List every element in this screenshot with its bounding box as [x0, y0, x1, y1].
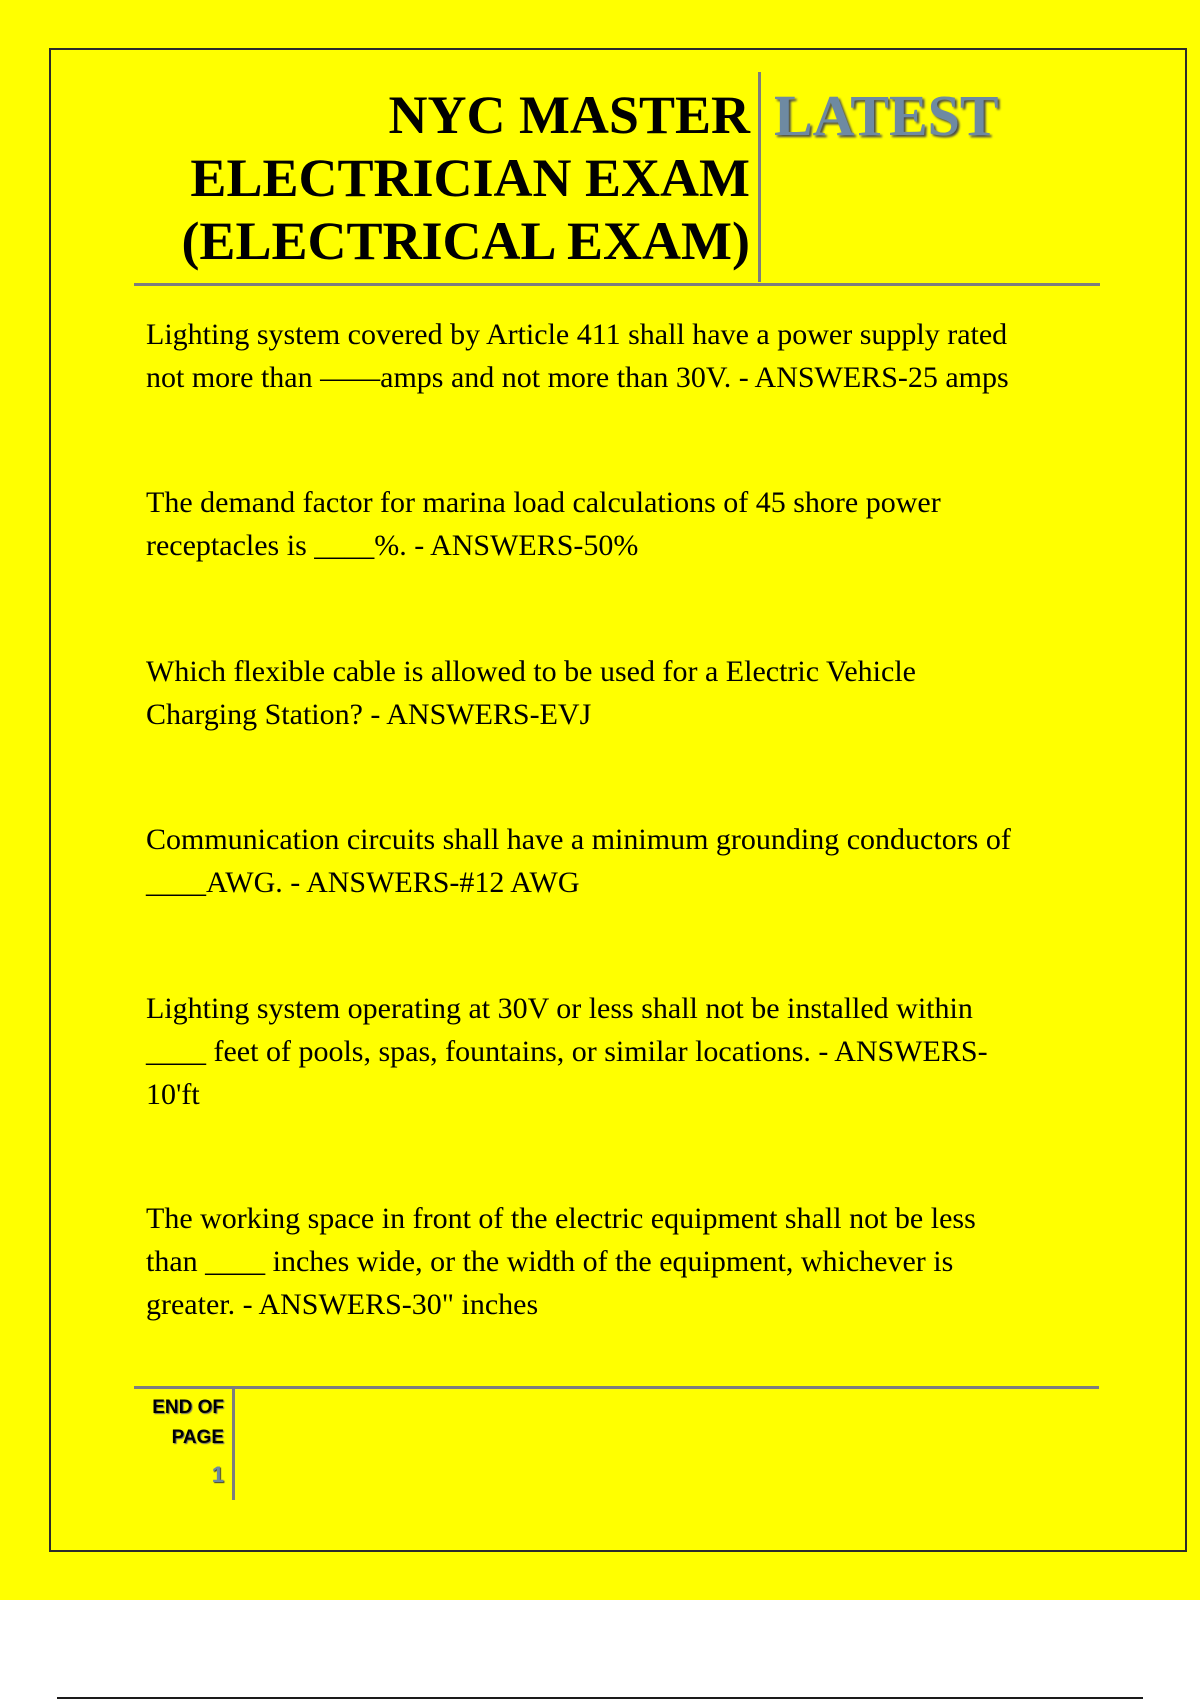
footer-rule: [134, 1386, 1099, 1389]
title-line-3: (ELECTRICAL EXAM): [181, 211, 750, 271]
bottom-rule: [57, 1697, 1143, 1699]
document-title: [130, 84, 750, 273]
title-divider: [758, 72, 761, 282]
end-of-page-label: [140, 1393, 224, 1453]
question-2-line-2: receptacles is ____%. - ANSWERS-50%: [146, 529, 639, 562]
question-5-line-3: 10'ft: [146, 1078, 200, 1111]
question-6: [146, 1197, 1096, 1326]
question-6-line-2: than ____ inches wide, or the width of the equipment, whichever is: [146, 1245, 954, 1278]
footer-divider: [232, 1388, 235, 1500]
page-frame: [49, 48, 1187, 1552]
question-1-line-1: Lighting system covered by Article 411 shall have a power supply rated: [146, 318, 1008, 351]
question-6-line-3: greater. - ANSWERS-30" inches: [146, 1288, 539, 1321]
question-5-line-2: ____ feet of pools, spas, fountains, or similar locations. - ANSWERS-: [146, 1035, 988, 1068]
question-4-line-1: Communication circuits shall have a minimum grounding conductors of: [146, 823, 1011, 856]
title-line-2: ELECTRICIAN EXAM: [190, 148, 750, 208]
question-6-line-1: The working space in front of the electric equipment shall not be less: [146, 1202, 976, 1235]
question-4: [146, 818, 1096, 904]
question-3: [146, 650, 1096, 736]
question-3-line-2: Charging Station? - ANSWERS-EVJ: [146, 698, 592, 731]
latest-badge: LATEST: [774, 83, 999, 148]
question-4-line-2: ____AWG. - ANSWERS-#12 AWG: [146, 866, 580, 899]
question-2-line-1: The demand factor for marina load calculations of 45 shore power: [146, 486, 941, 519]
question-1-line-2: not more than ——amps and not more than 30V. - ANSWERS-25 amps: [146, 361, 1009, 394]
page-number: 1: [211, 1462, 224, 1487]
question-1: [146, 313, 1096, 399]
question-5-line-1: Lighting system operating at 30V or less shall not be installed within: [146, 992, 973, 1025]
question-2: [146, 481, 1096, 567]
question-5: [146, 987, 1096, 1116]
title-line-1: NYC MASTER: [388, 85, 750, 145]
header-rule: [134, 283, 1100, 286]
footer-label-line-1: END OF: [152, 1397, 224, 1418]
footer-label-line-2: PAGE: [171, 1427, 224, 1448]
question-3-line-1: Which flexible cable is allowed to be used for a Electric Vehicle: [146, 655, 916, 688]
